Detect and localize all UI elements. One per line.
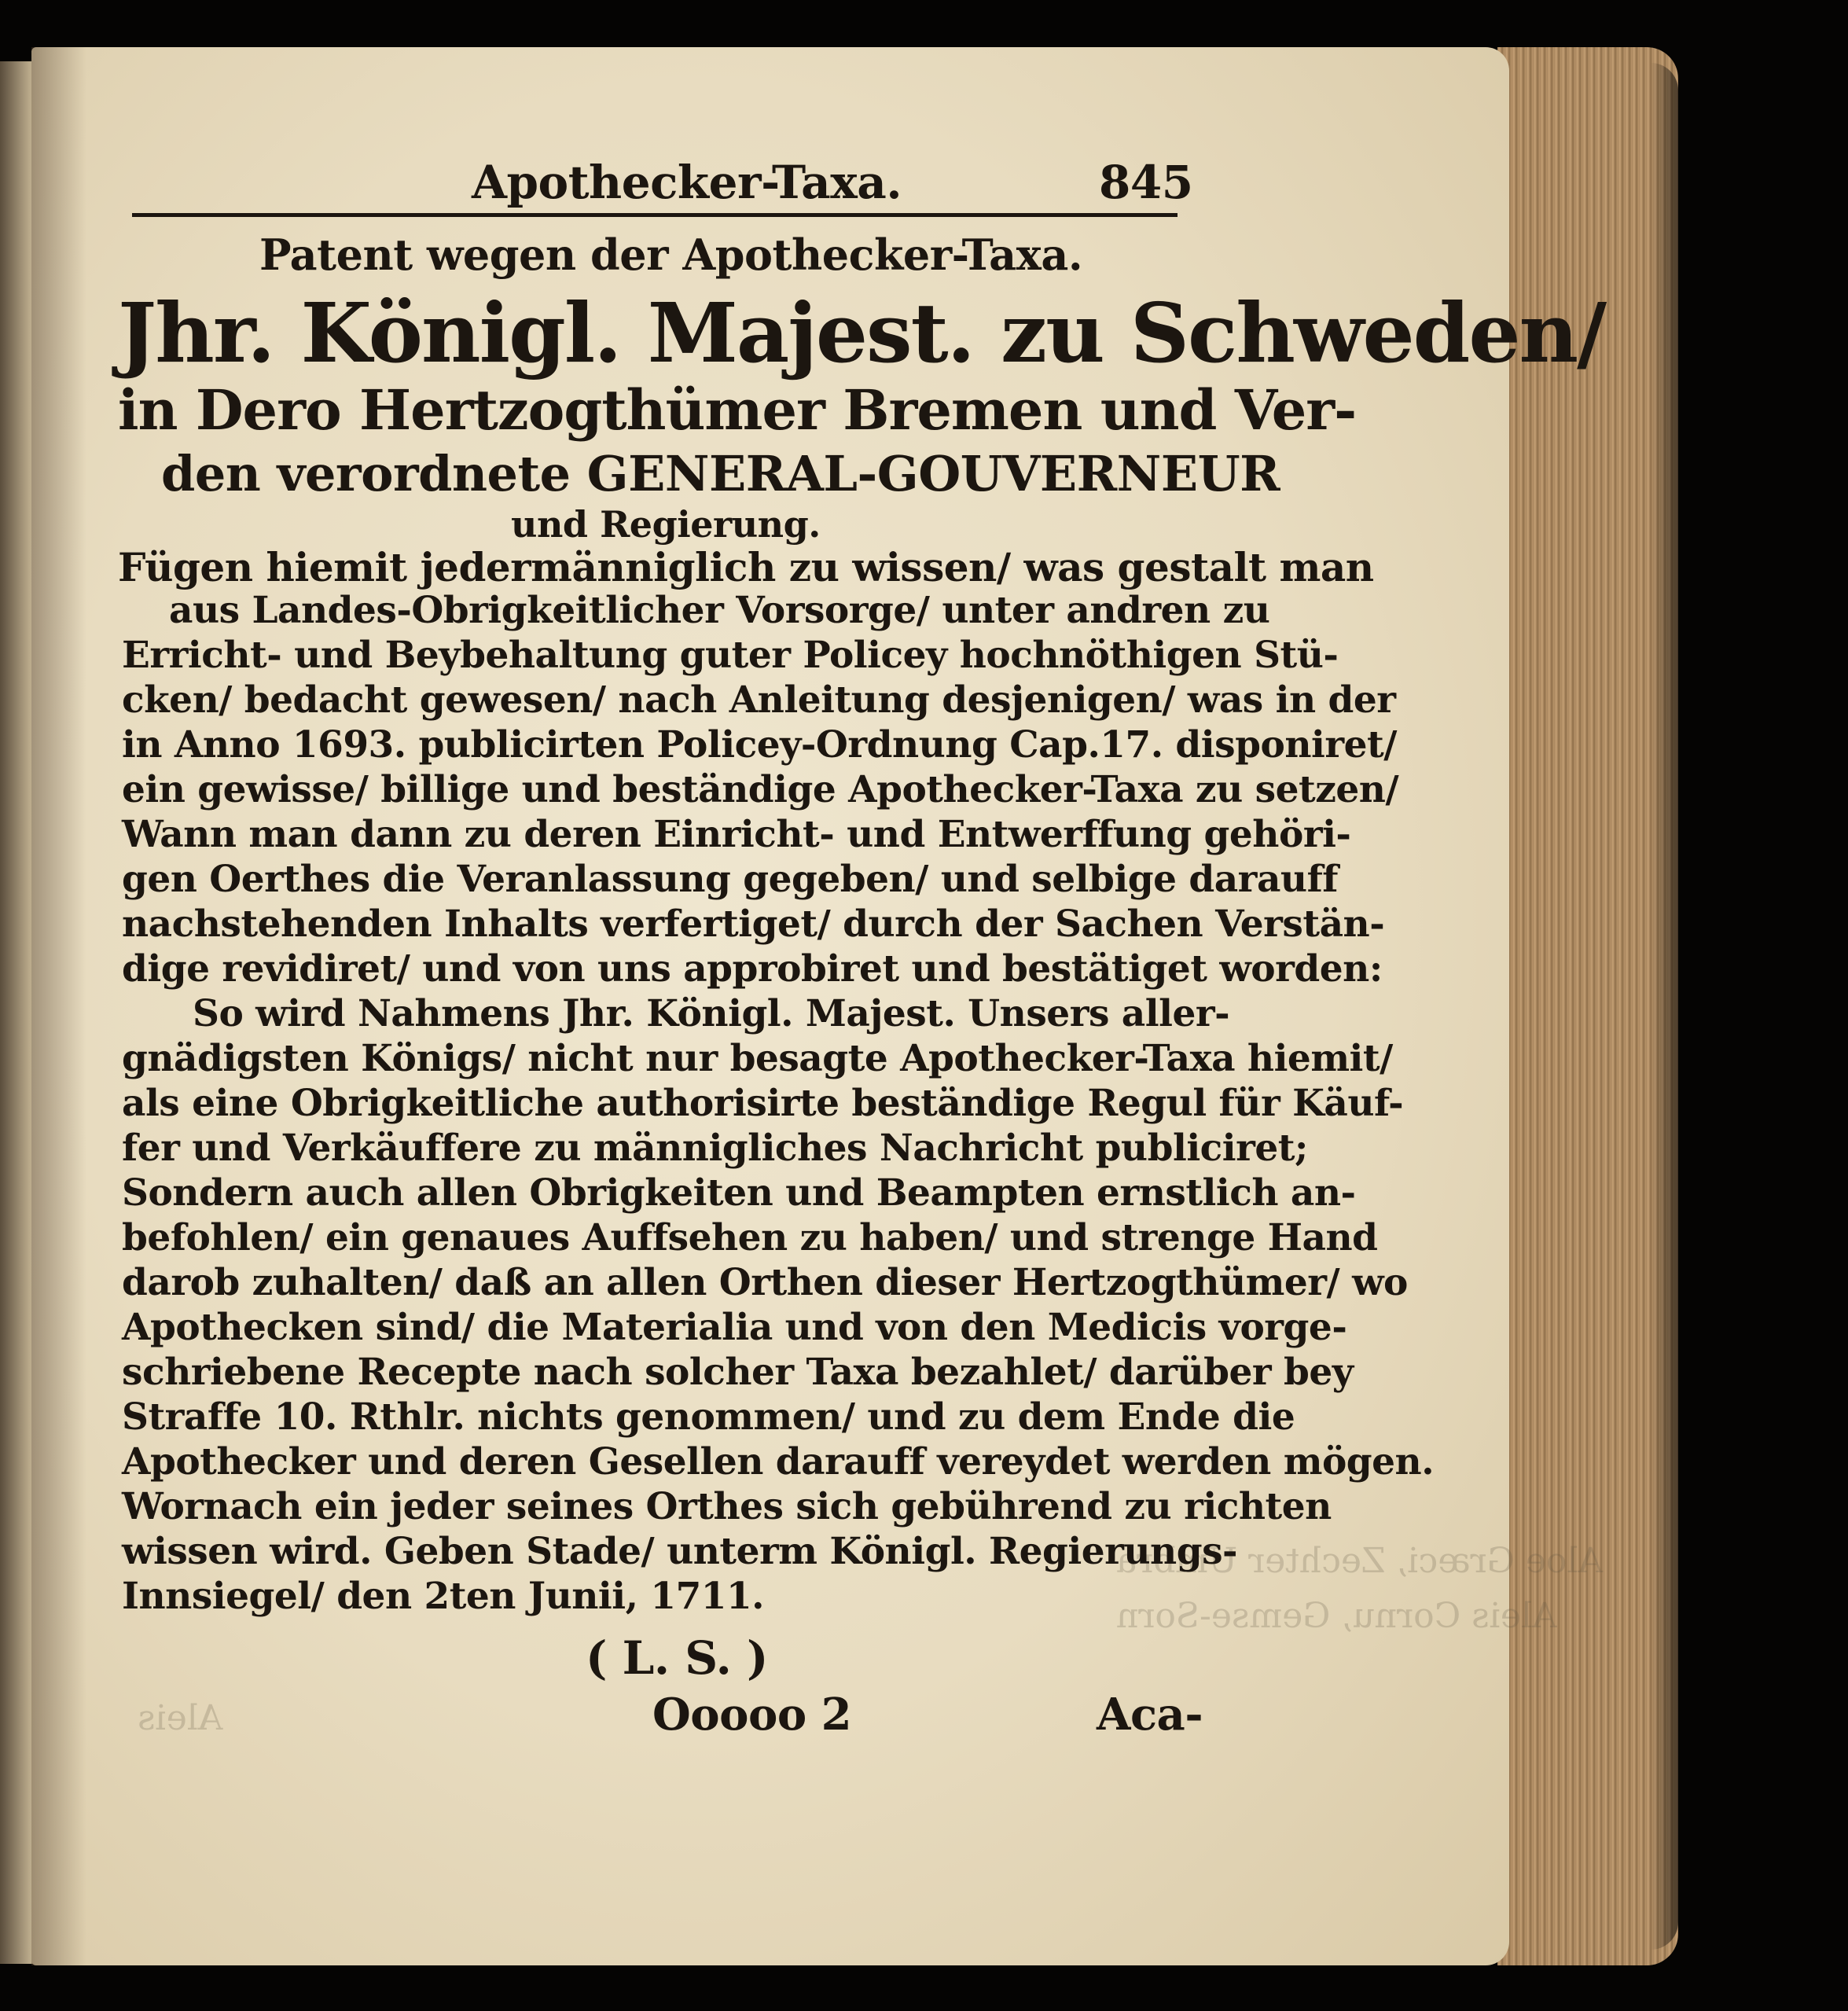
body-line: Apothecken sind/ die Materialia und von den Medicis vorge- [122, 1306, 1347, 1349]
show-through-text: Aloe Græci, Zechter Umbra [1116, 1541, 1604, 1581]
show-through-text: Aleis Cornu, Gemse-Sorn [1116, 1596, 1557, 1636]
body-line: Innsiegel/ den 2ten Junii, 1711. [122, 1575, 765, 1618]
page-block-shadow [1651, 63, 1678, 1950]
gutter-shadow [31, 47, 86, 1965]
body-line: ein gewisse/ billige und beständige Apothecker-Taxa zu setzen/ [122, 768, 1399, 811]
body-line: dige revidiret/ und von uns approbiret und bestätiget worden: [122, 947, 1383, 991]
body-line: darob zuhalten/ daß an allen Orthen dieser Hertzogthümer/ wo [122, 1261, 1408, 1304]
body-line: So wird Nahmens Jhr. Königl. Majest. Unsers aller- [193, 992, 1230, 1035]
catchword: Aca- [1097, 1689, 1203, 1741]
body-line: cken/ bedacht gewesen/ nach Anleitung desjenigen/ was in der [122, 678, 1396, 722]
body-line: Erricht- und Beybehaltung guter Policey hochnöthigen Stü- [122, 634, 1339, 677]
body-line: als eine Obrigkeitliche authorisirte beständige Regul für Käuf- [122, 1082, 1404, 1125]
locus-sigilli: ( L. S. ) [586, 1631, 768, 1685]
body-line: Wornach ein jeder seines Orthes sich gebührend zu richten [122, 1485, 1332, 1528]
heading-line-4: und Regierung. [511, 503, 821, 546]
show-through-text: Aleis [138, 1698, 223, 1738]
body-line: Straffe 10. Rthlr. nichts genommen/ und zu dem Ende die [122, 1395, 1295, 1439]
header-rule [132, 213, 1178, 217]
body-line: aus Landes-Obrigkeitlicher Vorsorge/ unter andren zu [169, 589, 1270, 632]
body-line: in Anno 1693. publicirten Policey-Ordnung Cap.17. disponiret/ [122, 723, 1397, 767]
body-line: fer und Verkäuffere zu männigliches Nachricht publiciret; [122, 1127, 1308, 1170]
page-number: 845 [1099, 156, 1193, 209]
body-line: befohlen/ ein genaues Auffsehen zu haben/ und strenge Hand [122, 1216, 1378, 1259]
body-line: Fügen hiemit jedermänniglich zu wissen/ was gestalt man [118, 544, 1374, 590]
heading-line-2: in Dero Hertzogthümer Bremen und Ver- [118, 377, 1357, 443]
body-line: wissen wird. Geben Stade/ unterm Königl. Regierungs- [122, 1530, 1238, 1573]
signature-mark: Ooooo 2 [652, 1689, 852, 1741]
body-line: schriebene Recepte nach solcher Taxa bezahlet/ darüber bey [122, 1351, 1354, 1394]
body-line: Apothecker und deren Gesellen darauff vereydet werden mögen. [122, 1440, 1435, 1483]
running-head: Apothecker-Taxa. [472, 156, 902, 209]
body-line: Wann man dann zu deren Einricht- und Entwerffung gehöri- [122, 813, 1351, 856]
patent-title: Patent wegen der Apothecker-Taxa. [259, 230, 1083, 280]
body-line: nachstehenden Inhalts verfertiget/ durch der Sachen Verstän- [122, 903, 1385, 946]
heading-line-1: Jhr. Königl. Majest. zu Schweden/ [118, 285, 1606, 381]
heading-line-3: den verordnete GENERAL-GOUVERNEUR [161, 445, 1280, 502]
body-line: gen Oerthes die Veranlassung gegeben/ und selbige darauff [122, 858, 1339, 901]
body-line: gnädigsten Königs/ nicht nur besagte Apothecker-Taxa hiemit/ [122, 1037, 1393, 1080]
body-line: Sondern auch allen Obrigkeiten und Beampten ernstlich an- [122, 1171, 1356, 1215]
